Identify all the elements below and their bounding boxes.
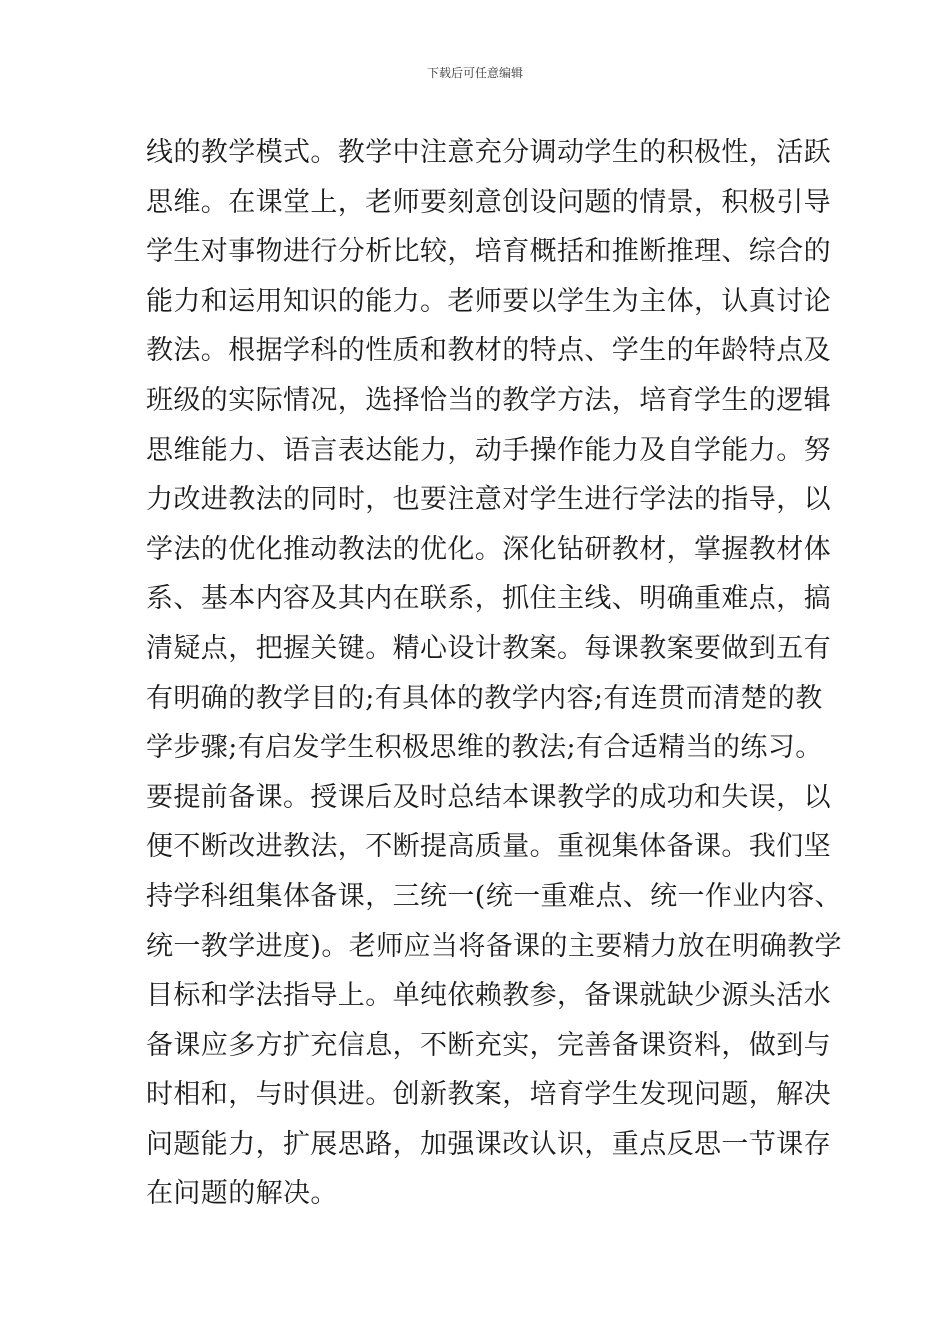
text-line: 力改进教法的同时，也要注意对学生进行学法的指导，以 xyxy=(146,484,831,516)
text-line: 学步骤;有启发学生积极思维的教法;有合适精当的练习。 xyxy=(146,732,823,764)
text-line: 系、基本内容及其内在联系，抓住主线、明确重难点，搞 xyxy=(146,583,831,615)
text-line: 备课应多方扩充信息，不断充实，完善备课资料，做到与 xyxy=(146,1029,831,1061)
body-text xyxy=(146,128,842,1219)
text-line: 清疑点，把握关键。精心设计教案。每课教案要做到五有 xyxy=(146,632,831,664)
text-line: 学生对事物进行分析比较，培育概括和推断推理、综合的 xyxy=(146,236,831,268)
text-line: 统一教学进度)。老师应当将备课的主要精力放在明确教学 xyxy=(146,930,842,962)
page-header: 下载后可任意编辑 xyxy=(426,66,523,80)
text-line: 目标和学法指导上。单纯依赖教参，备课就缺少源头活水 xyxy=(146,980,831,1012)
text-line: 能力和运用知识的能力。老师要以学生为主体，认真讨论 xyxy=(146,285,831,317)
text-line: 线的教学模式。教学中注意充分调动学生的积极性，活跃 xyxy=(146,137,831,168)
text-line: 学法的优化推动教法的优化。深化钻研教材，掌握教材体 xyxy=(146,533,831,565)
text-line: 时相和，与时俱进。创新教案，培育学生发现问题，解决 xyxy=(146,1079,831,1111)
text-line: 思维。在课堂上，老师要刻意创设问题的情景，积极引导 xyxy=(146,186,831,218)
text-line: 持学科组集体备课，三统一(统一重难点、统一作业内容、 xyxy=(146,880,842,912)
text-line: 便不断改进教法，不断提高质量。重视集体备课。我们坚 xyxy=(146,831,831,863)
text-line: 在问题的解决。 xyxy=(146,1178,338,1210)
text-line: 班级的实际情况，选择恰当的教学方法，培育学生的逻辑 xyxy=(146,384,831,416)
text-line: 教法。根据学科的性质和教材的特点、学生的年龄特点及 xyxy=(146,335,831,367)
text-line: 有明确的教学目的;有具体的教学内容;有连贯而清楚的教 xyxy=(146,682,823,714)
text-line: 要提前备课。授课后及时总结本课教学的成功和失误，以 xyxy=(146,781,831,813)
text-line: 思维能力、语言表达能力，动手操作能力及自学能力。努 xyxy=(146,434,831,466)
text-line: 问题能力，扩展思路，加强课改认识，重点反思一节课存 xyxy=(146,1128,831,1160)
